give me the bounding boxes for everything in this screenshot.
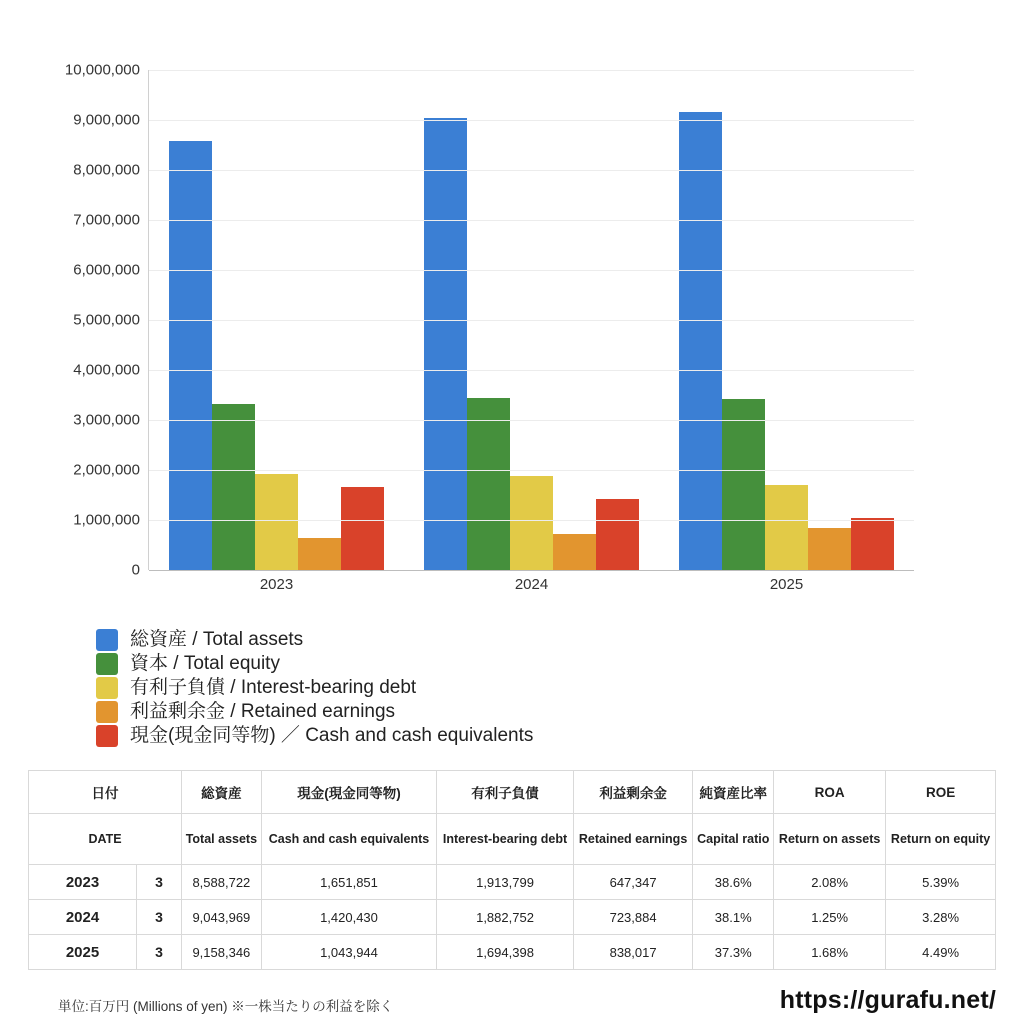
legend-label: 資本 / Total equity xyxy=(130,653,280,674)
gridline xyxy=(149,170,914,171)
legend-label: 現金(現金同等物) ／ Cash and cash equivalents xyxy=(130,725,534,746)
th-en-total-assets: Total assets xyxy=(182,814,262,865)
bar xyxy=(212,404,255,570)
cell-debt: 1,913,799 xyxy=(437,865,574,900)
cell-roe: 4.49% xyxy=(886,935,996,970)
site-url: https://gurafu.net/ xyxy=(779,986,996,1014)
y-axis-tick-label: 8,000,000 xyxy=(73,161,140,179)
bar xyxy=(424,118,467,570)
bar xyxy=(510,476,553,570)
cell-year: 2025 xyxy=(29,935,137,970)
table-body xyxy=(29,865,996,970)
legend-item xyxy=(96,652,926,676)
y-axis-tick-label: 5,000,000 xyxy=(73,311,140,329)
plot-area xyxy=(148,70,914,593)
gridline xyxy=(149,570,914,571)
cell-roe: 3.28% xyxy=(886,900,996,935)
cell-total-assets: 9,158,346 xyxy=(182,935,262,970)
cell-capital-ratio: 37.3% xyxy=(693,935,774,970)
table-header-row-en xyxy=(29,814,996,865)
legend-color-swatch xyxy=(96,629,118,651)
table-header-row-ja xyxy=(29,771,996,814)
th-en-roe: Return on equity xyxy=(886,814,996,865)
th-en-capital-ratio: Capital ratio xyxy=(693,814,774,865)
y-axis-tick-label: 7,000,000 xyxy=(73,211,140,229)
cell-year: 2023 xyxy=(29,865,137,900)
y-axis-tick-label: 2,000,000 xyxy=(73,461,140,479)
th-ja-roe: ROE xyxy=(886,771,996,814)
bar xyxy=(679,112,722,570)
gridline xyxy=(149,220,914,221)
th-ja-debt: 有利子負債 xyxy=(437,771,574,814)
y-axis-tick-label: 9,000,000 xyxy=(73,111,140,129)
cell-roa: 1.68% xyxy=(774,935,886,970)
legend-label: 利益剰余金 / Retained earnings xyxy=(130,701,396,722)
y-axis-tick-label: 1,000,000 xyxy=(73,511,140,529)
y-axis-tick-label: 6,000,000 xyxy=(73,261,140,279)
th-ja-capital-ratio: 純資産比率 xyxy=(693,771,774,814)
y-axis-tick-label: 0 xyxy=(131,561,140,579)
cell-retained: 838,017 xyxy=(573,935,693,970)
cell-cash: 1,043,944 xyxy=(261,935,436,970)
bar xyxy=(298,538,341,570)
gridline xyxy=(149,120,914,121)
th-ja-date: 日付 xyxy=(29,771,182,814)
legend-item xyxy=(96,676,926,700)
gridline xyxy=(149,270,914,271)
gridline xyxy=(149,470,914,471)
cell-total-assets: 8,588,722 xyxy=(182,865,262,900)
cell-debt: 1,882,752 xyxy=(437,900,574,935)
bar xyxy=(169,141,212,570)
th-ja-roa: ROA xyxy=(774,771,886,814)
th-en-debt: Interest-bearing debt xyxy=(437,814,574,865)
cell-cash: 1,420,430 xyxy=(261,900,436,935)
x-axis-tick-label: 2025 xyxy=(769,576,804,593)
bar xyxy=(341,487,384,570)
cell-cash: 1,651,851 xyxy=(261,865,436,900)
cell-total-assets: 9,043,969 xyxy=(182,900,262,935)
bar xyxy=(808,528,851,570)
gridline xyxy=(149,420,914,421)
table-row xyxy=(29,900,996,935)
cell-month: 3 xyxy=(137,935,182,970)
legend-item xyxy=(96,724,926,748)
th-ja-total-assets: 総資産 xyxy=(182,771,262,814)
legend-color-swatch xyxy=(96,725,118,747)
cell-roe: 5.39% xyxy=(886,865,996,900)
table-row xyxy=(29,935,996,970)
chart-legend xyxy=(96,628,926,748)
y-axis-tick-label: 10,000,000 xyxy=(64,61,140,79)
y-axis-tick-label: 4,000,000 xyxy=(73,361,140,379)
cell-month: 3 xyxy=(137,865,182,900)
legend-color-swatch xyxy=(96,653,118,675)
gridline xyxy=(149,520,914,521)
th-ja-cash: 現金(現金同等物) xyxy=(261,771,436,814)
legend-item xyxy=(96,700,926,724)
legend-label: 有利子負債 / Interest-bearing debt xyxy=(130,677,417,698)
x-axis-tick-label: 2024 xyxy=(514,576,549,593)
y-axis xyxy=(0,0,140,600)
th-en-date: DATE xyxy=(29,814,182,865)
cell-roa: 1.25% xyxy=(774,900,886,935)
th-en-retained: Retained earnings xyxy=(573,814,693,865)
legend-color-swatch xyxy=(96,677,118,699)
legend-item xyxy=(96,628,926,652)
legend-label: 総資産 / Total assets xyxy=(130,629,304,650)
th-en-cash: Cash and cash equivalents xyxy=(261,814,436,865)
cell-debt: 1,694,398 xyxy=(437,935,574,970)
data-table xyxy=(28,770,996,970)
cell-capital-ratio: 38.1% xyxy=(693,900,774,935)
legend-color-swatch xyxy=(96,701,118,723)
cell-retained: 647,347 xyxy=(573,865,693,900)
cell-retained: 723,884 xyxy=(573,900,693,935)
cell-year: 2024 xyxy=(29,900,137,935)
bar xyxy=(255,474,298,570)
bar xyxy=(722,399,765,570)
bar xyxy=(467,398,510,570)
x-axis-tick-label: 2023 xyxy=(259,576,294,593)
y-axis-tick-label: 3,000,000 xyxy=(73,411,140,429)
bar xyxy=(851,518,894,570)
th-ja-retained: 利益剰余金 xyxy=(573,771,693,814)
data-table-wrapper xyxy=(28,770,996,970)
gridline xyxy=(149,70,914,71)
bar xyxy=(765,485,808,570)
units-note: 単位:百万円 (Millions of yen) ※一株当たりの利益を除く xyxy=(58,999,394,1014)
cell-month: 3 xyxy=(137,900,182,935)
bar xyxy=(553,534,596,570)
cell-capital-ratio: 38.6% xyxy=(693,865,774,900)
cell-roa: 2.08% xyxy=(774,865,886,900)
bar xyxy=(596,499,639,570)
gridline xyxy=(149,320,914,321)
th-en-roa: Return on assets xyxy=(774,814,886,865)
table-head xyxy=(29,771,996,865)
table-row xyxy=(29,865,996,900)
gridline xyxy=(149,370,914,371)
